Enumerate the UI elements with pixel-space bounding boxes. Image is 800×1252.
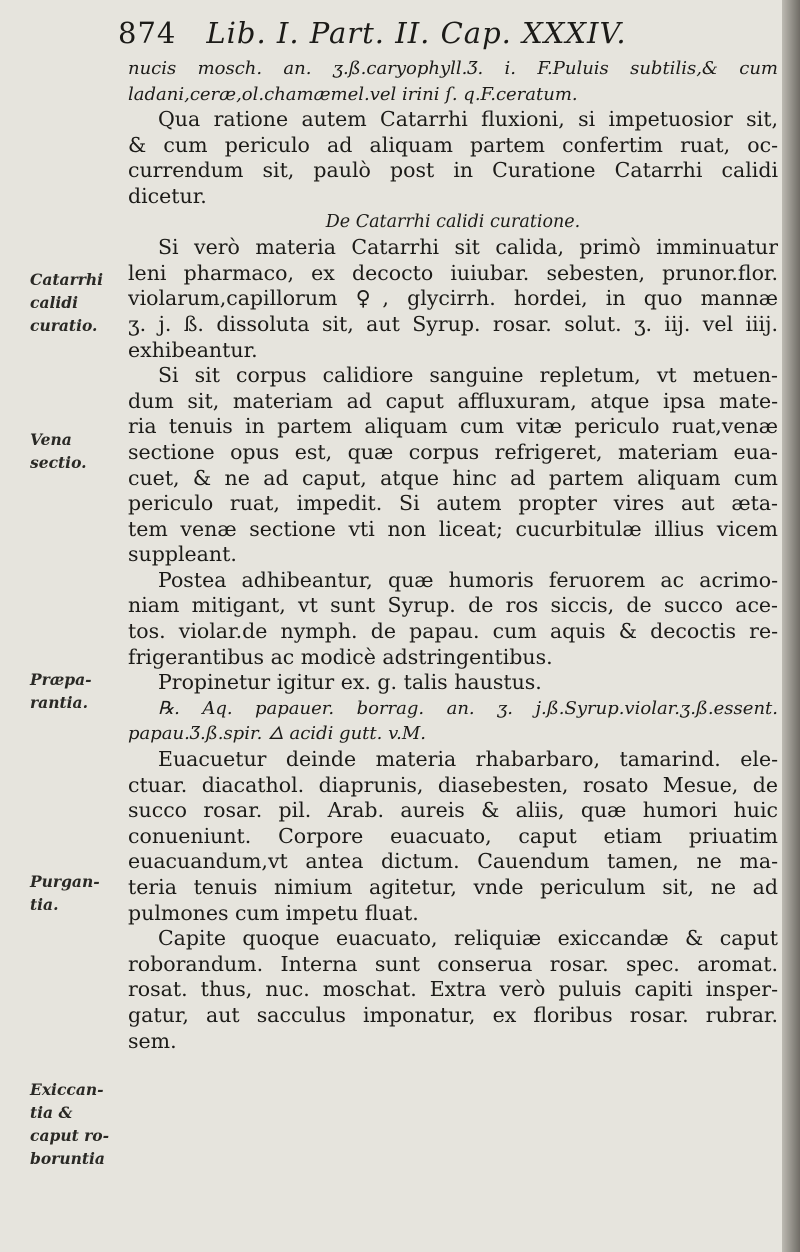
text-line: violarum,capillorum ♀, glycirrh. hordei, in quo mannæ (128, 286, 778, 311)
text-line: suppleant. (128, 542, 237, 567)
text-line: teria tenuis nimium agitetur, vnde periculum sit, ne ad (128, 875, 778, 899)
text-line: nucis mosch. an. ʒ.ß.caryophyll.Ʒ. i. F.Puluis subtilis,& cum (128, 58, 778, 79)
text-line: roborandum. Interna sunt conserua rosar. spec. aromat. (128, 951, 778, 976)
text-line: ʒ. j. ß. dissoluta sit, aut Syrup. rosar. solut. ʒ. iij. vel iiij. (128, 311, 778, 336)
margin-note-line: tia & (30, 1103, 73, 1122)
text-line: exhibeantur. (128, 337, 258, 362)
text-line: De Catarrhi calidi curatione. (325, 211, 581, 232)
text-line: & cum periculo ad aliquam partem confertim ruat, oc- (128, 132, 778, 157)
margin-note (30, 428, 87, 474)
margin-note (30, 268, 103, 337)
text-line: sem. (128, 1028, 177, 1053)
margin-note-line: rantia. (30, 693, 88, 712)
margin-note-line: calidi (30, 293, 78, 312)
text-line: Si sit corpus calidiore sanguine repletum, vt metuen- (158, 363, 778, 388)
text-line: ria tenuis in partem aliquam cum vitæ periculo ruat,venæ (128, 414, 778, 439)
text-line: dicetur. (128, 183, 207, 208)
text-line: gatur, aut sacculus imponatur, ex floribus rosar. rubrar. (128, 1002, 778, 1027)
margin-note-line: Exiccan- (30, 1080, 104, 1099)
margin-note (30, 1078, 109, 1170)
margin-note-line: curatio. (30, 316, 98, 335)
text-line: currendum sit, paulò post in Curatione Catarrhi calidi (128, 158, 778, 183)
page-number: 874 (118, 16, 177, 50)
text-line: Si verò materia Catarrhi sit calida, primò imminuatur (158, 235, 778, 260)
text-line: niam mitigant, vt sunt Syrup. de ros siccis, de succo ace- (128, 593, 778, 618)
margin-note-line: tia. (30, 895, 59, 914)
text-line: ctuar. diacathol. diaprunis, diasebesten, rosato Mesue, de (128, 772, 778, 797)
page-header (118, 16, 678, 50)
text-line: ladani,ceræ,ol.chamæmel.vel irini ſ. q.F.ceratum. (128, 83, 578, 105)
margin-note-line: Purgan- (30, 872, 100, 891)
margin-note (30, 668, 92, 714)
main-text (128, 56, 778, 1054)
text-line: papau.Ʒ.ß.spir. 🜂 acidi gutt. v.M. (128, 723, 426, 745)
text-line: dum sit, materiam ad caput affluxuram, atque ipsa mate- (128, 388, 778, 413)
text-line: succo rosar. pil. Arab. aureis & aliis, quæ humori huic (128, 798, 778, 823)
margin-note-line: sectio. (30, 453, 87, 472)
text-line: Euacuetur deinde materia rhabarbaro, tamarind. ele- (158, 747, 778, 772)
text-line: sectione opus est, quæ corpus refrigeret, materiam eua- (128, 439, 778, 464)
margin-note (30, 870, 100, 916)
margin-note-line: boruntia (30, 1149, 105, 1168)
text-line: cuet, & ne ad caput, atque hinc ad partem aliquam cum (128, 465, 778, 490)
margin-note-line: caput ro- (30, 1126, 110, 1145)
text-line: periculo ruat, impedit. Si autem propter vires aut æta- (128, 491, 778, 516)
text-line: Propinetur igitur ex. g. talis haustus. (158, 670, 542, 695)
margin-note-line: Præpa- (30, 670, 92, 689)
text-line: Qua ratione autem Catarrhi fluxioni, si impetuosior sit, (158, 107, 778, 132)
text-line: Capite quoque euacuato, reliquiæ exiccandæ & caput (158, 926, 778, 951)
text-line: conueniunt. Corpore euacuato, caput etiam priuatim (128, 823, 778, 848)
margin-note-line: Vena (30, 430, 72, 449)
running-title: Lib. I. Part. II. Cap. XXXIV. (206, 16, 627, 50)
margin-note-line: Catarrhi (30, 270, 104, 289)
text-line: rosat. thus, nuc. moschat. Extra verò puluis capiti insper- (128, 977, 778, 1002)
text-line: euacuandum,vt antea dictum. Cauendum tamen, ne ma- (128, 849, 778, 874)
text-line: pulmones cum impetu fluat. (128, 900, 419, 925)
text-line: frigerantibus ac modicè adstringentibus. (128, 644, 553, 669)
text-line: tos. violar.de nymph. de papau. cum aquis & decoctis re- (128, 619, 778, 644)
text-line: ℞. Aq. papauer. borrag. an. ʒ. j.ß.Syrup.violar.ʒ.ß.essent. (158, 697, 778, 719)
text-line: Postea adhibeantur, quæ humoris feruorem ac acrimo- (158, 567, 778, 592)
text-line: leni pharmaco, ex decocto iuiubar. sebesten, prunor.flor. (128, 260, 778, 285)
text-line: tem venæ sectione vti non liceat; cucurbitulæ illius vicem (128, 516, 778, 541)
page-edge-shadow (782, 0, 800, 1252)
